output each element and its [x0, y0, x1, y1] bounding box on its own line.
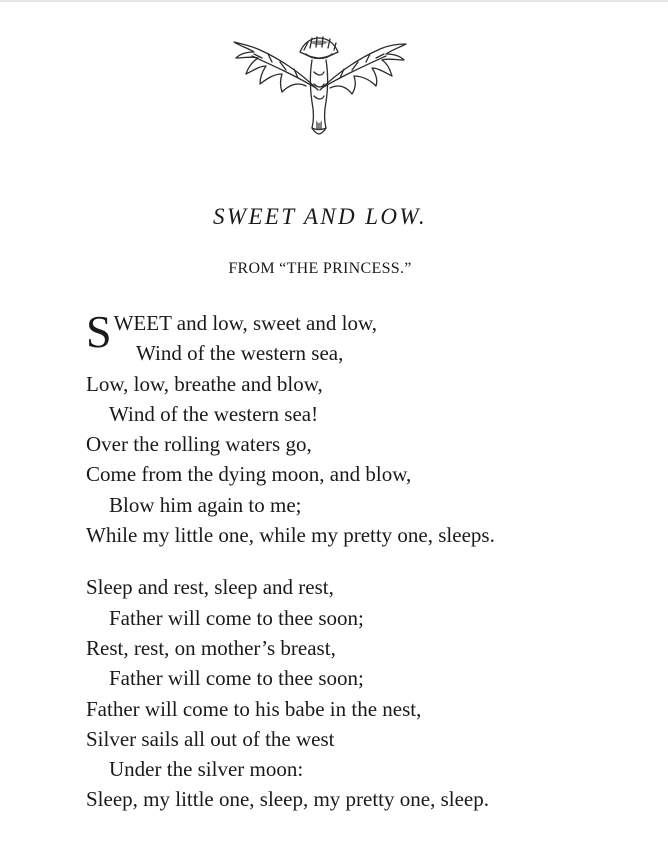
poem-line: While my little one, while my pretty one, sleeps.: [86, 523, 495, 548]
poem-line: Blow him again to me;: [109, 492, 302, 517]
stanza-2: [86, 572, 646, 814]
poem-line: Father will come to thee soon;: [109, 605, 364, 630]
top-border: [0, 0, 668, 2]
poem-line: Sleep and rest, sleep and rest,: [86, 575, 334, 600]
poem-line: Come from the dying moon, and blow,: [86, 462, 412, 487]
poem-line: Father will come to his babe in the nest,: [86, 696, 422, 721]
poem-line: Silver sails all out of the west: [86, 726, 335, 751]
poem-body: [86, 308, 646, 815]
poem-subtitle: FROM “THE PRINCESS.”: [228, 260, 412, 277]
thistle-flower-ornament: [226, 32, 412, 136]
poem-line: Over the rolling waters go,: [86, 432, 312, 457]
poem-line: SWEET and low, sweet and low,: [86, 306, 377, 357]
poem-title: SWEET AND LOW.: [212, 204, 428, 229]
poem-line: Wind of the western sea!: [109, 401, 319, 426]
drop-cap: S: [86, 306, 112, 357]
stanza-1: [86, 308, 646, 550]
poem-line: Rest, rest, on mother’s breast,: [86, 635, 336, 660]
poem-line: Low, low, breathe and blow,: [86, 371, 323, 396]
poem-line: Sleep, my little one, sleep, my pretty one, sleep.: [86, 787, 489, 812]
poem-line: Under the silver moon:: [109, 757, 304, 782]
poem-line: Father will come to thee soon;: [109, 666, 364, 691]
poem-line: Wind of the western sea,: [136, 341, 344, 366]
